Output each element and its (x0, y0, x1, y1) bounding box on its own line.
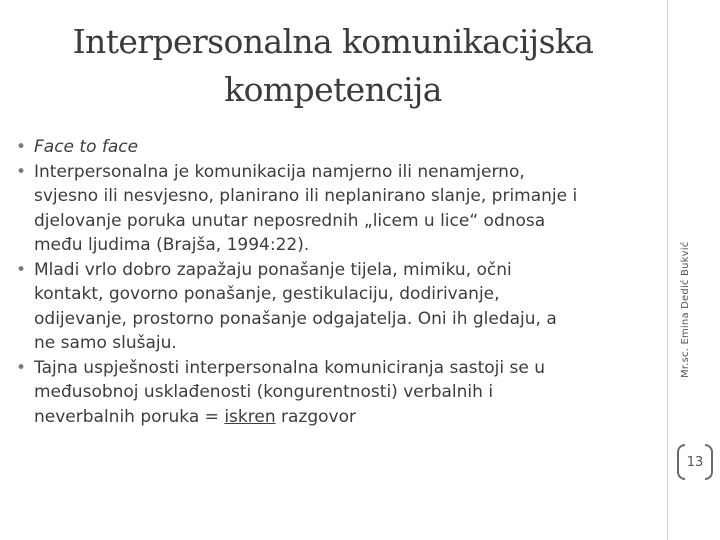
bullet-item (14, 356, 664, 430)
bullet-line: svjesno ili nesvjesno, planirano ili neplanirano slanje, primanje i (34, 186, 578, 206)
page-number: 13 (686, 454, 704, 470)
bullet-item (14, 160, 664, 258)
bullet-item (14, 258, 664, 356)
underlined-word: iskren (224, 406, 276, 427)
bracket-right-icon (705, 444, 713, 480)
title-line-1: Interpersonalna komunikacijska (72, 22, 594, 61)
text-before-underline: neverbalnih poruka = (34, 406, 225, 427)
bullet-line: • Interpersonalna je komunikacija namjerno ili nenamjerno, (34, 161, 525, 182)
author-vertical-label: Mr.sc. Emina Dedić Bukvić (680, 241, 691, 378)
bullet-list-container (14, 135, 664, 429)
bullet-line: • Mladi vrlo dobro zapažaju ponašanje tijela, mimiku, očni (34, 259, 512, 280)
bullet-line: • Face to face (34, 137, 139, 157)
bullet-line: međusobnoj usklađenosti (kongurentnosti) verbalnih i (34, 382, 494, 402)
bullet-line: odijevanje, prostorno ponašanje odgajatelja. Oni ih gledaju, a (34, 308, 557, 329)
bullet-line: djelovanje poruka unutar neposrednih „licem u lice“ odnosa (34, 210, 546, 231)
page-number-badge (677, 444, 713, 480)
bullet-line: među ljudima (Brajša, 1994:22). (34, 235, 310, 255)
bullet-item (14, 135, 664, 160)
title-line-2: kompetencija (224, 70, 442, 109)
bullet-line: ne samo slušaju. (34, 333, 177, 353)
text-after-underline: razgovor (275, 406, 356, 427)
bullet-line: • Tajna uspješnosti interpersonalna komuniciranja sastoji se u (34, 357, 546, 378)
bullet-line: kontakt, govorno ponašanje, gestikulaciju, dodirivanje, (34, 284, 500, 304)
bracket-left-icon (677, 444, 685, 480)
slide-title (8, 18, 658, 114)
bullet-list (14, 135, 664, 429)
bullet-line-last (34, 405, 664, 430)
